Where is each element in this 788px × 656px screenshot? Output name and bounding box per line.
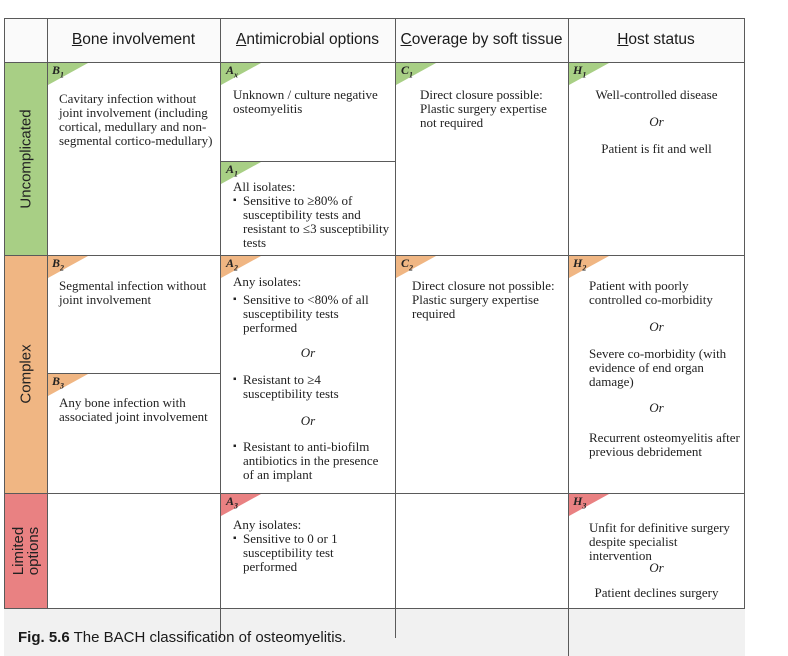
header-coverage-soft-tissue: Coverage by soft tissue: [395, 18, 568, 62]
h2-or-2: Or: [649, 400, 664, 415]
h3-or: Or: [649, 560, 664, 575]
grid-line: [4, 255, 745, 256]
a2-or-2: Or: [300, 413, 316, 428]
grid-line: [47, 18, 48, 609]
h1-or: Or: [649, 114, 664, 129]
tag-b1: $B_1$: [52, 63, 65, 80]
a1-title: All isolates:: [233, 179, 296, 194]
grid-line: [395, 18, 396, 638]
h1-option-a: Well-controlled disease: [595, 87, 718, 102]
a3-bullet: ▪ Sensitive to 0 or 1 susceptibility test performed: [233, 532, 391, 574]
header-antimicrobial-options: Antimicrobial options: [220, 18, 395, 62]
a2-bullet-1: ▪ Sensitive to <80% of all susceptibility tests performed: [233, 293, 391, 335]
grid-line: [744, 18, 745, 609]
tag-a2: $A_2$: [226, 256, 239, 273]
tag-b2: $B_2$: [52, 256, 65, 273]
grid-line: [4, 608, 745, 609]
a2-or-1: Or: [300, 345, 316, 360]
bach-figure: [4, 18, 745, 656]
cell-b2-text: Segmental infection without joint involvement: [59, 278, 207, 307]
label-complex: Complex: [17, 344, 34, 404]
tag-a3: $A_3$: [226, 494, 239, 511]
h3-option-a: Unfit for definitive surgery despite specialist intervention: [589, 520, 730, 563]
a2-title: Any isolates:: [233, 274, 302, 289]
a1-bullet: ▪ Sensitive to ≥80% of susceptibility tests and resistant to ≤3 susceptibility tests: [233, 194, 391, 250]
band-limited-options: [4, 493, 47, 609]
cell-c1-text: Direct closure possible: Plastic surgery expertise not required: [420, 87, 547, 130]
tag-h1: $H_1$: [573, 63, 587, 80]
grid-line: [4, 18, 745, 19]
grid-line: [4, 493, 745, 494]
header-corner: [4, 18, 47, 62]
cell-a2: [233, 275, 391, 335]
label-uncomplicated: Uncomplicated: [17, 108, 34, 209]
a3-title: Any isolates:: [233, 517, 302, 532]
tag-a1: $A_1$: [226, 162, 239, 179]
cell-b1-text: Cavitary infection without joint involvement (including cortical, medullary and non-segmental cortico-medullary): [59, 91, 213, 148]
header-host-status: Host status: [568, 18, 744, 62]
a2-bullet-2: ▪ Resistant to ≥4 susceptibility tests: [233, 373, 391, 401]
tag-c2: $C_2$: [401, 256, 414, 273]
h2-option-c: Recurrent osteomyelitis after previous debridement: [589, 430, 740, 459]
cell-b3-text: Any bone infection with associated joint involvement: [59, 395, 208, 424]
tag-c1: $C_1$: [401, 63, 414, 80]
tag-h3: $H_3$: [573, 494, 587, 511]
band-complex: [4, 255, 47, 493]
tag-ax: $A_x$: [226, 63, 239, 80]
cell-a1: [233, 180, 391, 250]
cell-c2-text: Direct closure not possible: Plastic surgery expertise required: [412, 278, 555, 321]
cell-a3: [233, 518, 391, 574]
tag-b3: $B_3$: [52, 374, 65, 391]
band-uncomplicated: [4, 62, 47, 255]
figure-caption: Fig. 5.6 The BACH classification of osteomyelitis.: [18, 629, 347, 646]
header-bone-involvement: Bone involvement: [47, 18, 220, 62]
grid-line: [4, 18, 5, 609]
cell-ax-text: Unknown / culture negative osteomyelitis: [233, 87, 378, 116]
a2-bullet-2-wrap: [233, 373, 391, 401]
grid-line: [220, 18, 221, 638]
h2-or-1: Or: [649, 319, 664, 334]
grid-line: [4, 62, 745, 63]
label-limited-options: Limited options: [9, 526, 42, 576]
a2-bullet-3-wrap: [233, 440, 391, 482]
h2-option-b: Severe co-morbidity (with evidence of end organ damage): [589, 346, 727, 389]
h1-option-b: Patient is fit and well: [601, 141, 712, 156]
h3-option-b: Patient declines surgery: [594, 585, 719, 600]
h2-option-a: Patient with poorly controlled co-morbidity: [589, 278, 713, 307]
tag-h2: $H_2$: [573, 256, 587, 273]
a2-bullet-3: ▪ Resistant to anti-biofilm antibiotics in the presence of an implant: [233, 440, 391, 482]
